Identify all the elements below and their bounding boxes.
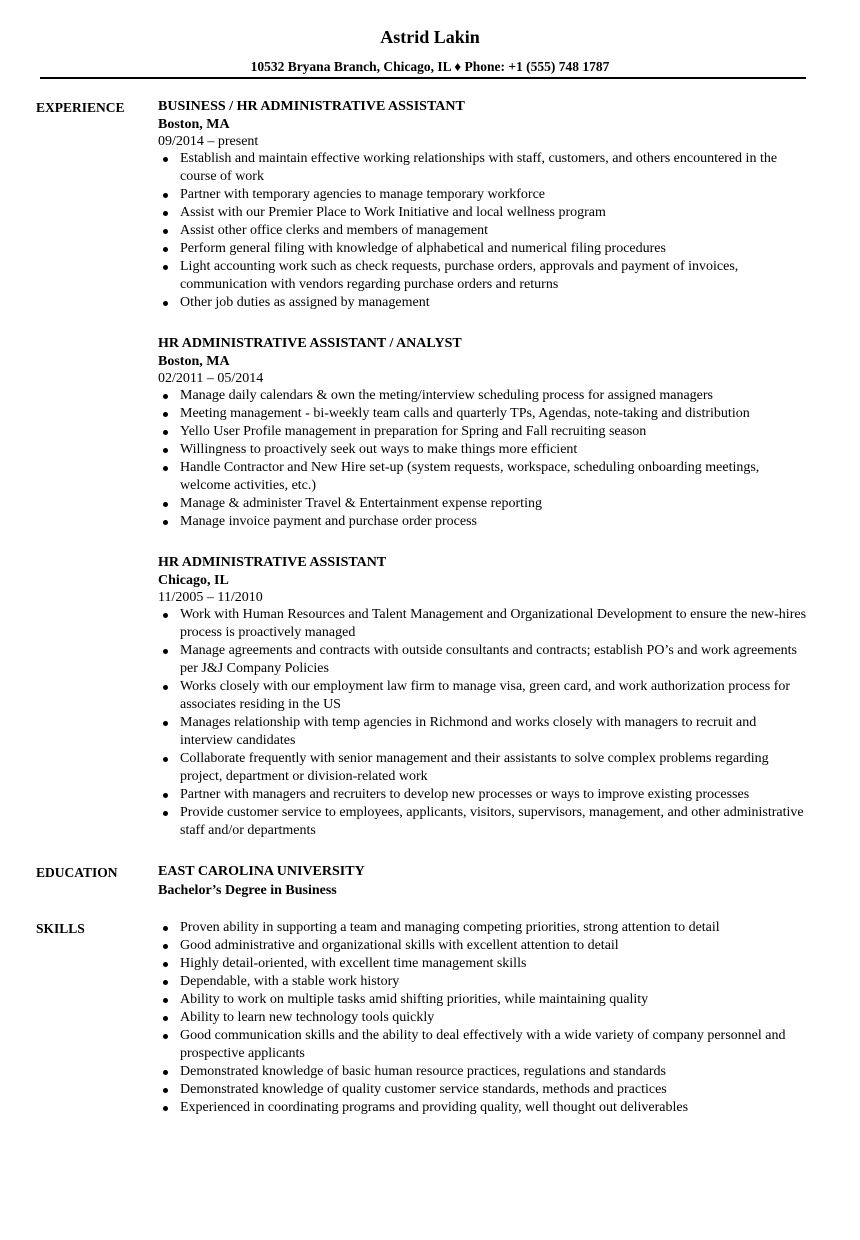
bullet-icon [163,430,168,435]
skill-text: Ability to work on multiple tasks amid shifting priorities, while maintaining quality [180,992,649,1007]
bullet-icon [163,229,168,234]
bullet-icon [163,1106,168,1111]
duty-item [158,459,808,495]
duty-item [158,186,808,204]
skill-text: Demonstrated knowledge of quality customer service standards, methods and practices [180,1082,667,1097]
bullet-icon [163,394,168,399]
bullet-icon [163,157,168,162]
job-entry [158,334,808,531]
experience-section [0,97,808,840]
bullet-icon [163,502,168,507]
duty-text: Partner with managers and recruiters to develop new processes or ways to improve existing processes [180,787,750,802]
skill-item [158,1063,808,1081]
duty-text: Manage daily calendars & own the meting/interview scheduling process for assigned managers [180,388,714,403]
bullet-icon [163,247,168,252]
duty-item [158,258,808,294]
skill-item [158,973,808,991]
bullet-icon [163,448,168,453]
skill-item [158,919,808,937]
duty-text: Establish and maintain effective working relationships with staff, customers, and others encountered in the course of work [180,151,778,184]
skills-heading: SKILLS [36,921,85,936]
skill-item [158,1009,808,1027]
skill-item [158,1099,808,1117]
bullet-icon [163,757,168,762]
job-duties-list [158,150,808,312]
job-title: BUSINESS / HR ADMINISTRATIVE ASSISTANT [158,99,465,114]
bullet-icon [163,1088,168,1093]
skills-section [0,918,808,1117]
skill-text: Highly detail-oriented, with excellent time management skills [180,956,527,971]
job-title: HR ADMINISTRATIVE ASSISTANT / ANALYST [158,336,462,351]
skill-item [158,937,808,955]
duty-text: Collaborate frequently with senior management and their assistants to solve complex problems regarding project, department or division-related work [180,751,769,784]
skill-text: Demonstrated knowledge of basic human resource practices, regulations and standards [180,1064,666,1079]
skill-item [158,991,808,1009]
job-location: Boston, MA [158,117,230,132]
bullet-icon [163,1016,168,1021]
duty-text: Handle Contractor and New Hire set-up (system requests, workspace, scheduling onboarding meetings, welcome activities, etc.) [180,460,760,493]
bullet-icon [163,811,168,816]
contact-line: 10532 Bryana Branch, Chicago, IL ♦ Phone: +1 (555) 748 1787 [250,59,610,74]
skills-list [158,918,808,1117]
bullet-icon [163,793,168,798]
duty-text: Works closely with our employment law firm to manage visa, green card, and work authorization process for associates residing in the US [180,679,791,712]
candidate-name: Astrid Lakin [380,27,480,47]
education-section [0,862,808,900]
skill-text: Ability to learn new technology tools quickly [180,1010,435,1025]
experience-heading: EXPERIENCE [36,100,125,115]
duty-item [158,387,808,405]
duty-text: Light accounting work such as check requests, purchase orders, approvals and payment of invoices, communication with vendors regarding purchase orders and returns [180,259,739,292]
degree-name: Bachelor’s Degree in Business [158,883,337,898]
education-heading: EDUCATION [36,865,118,880]
job-location: Boston, MA [158,354,230,369]
skill-item [158,1081,808,1099]
bullet-icon [163,301,168,306]
job-dates: 09/2014 – present [158,134,259,149]
job-location: Chicago, IL [158,573,229,588]
bullet-icon [163,962,168,967]
job-dates: 02/2011 – 05/2014 [158,371,264,386]
bullet-icon [163,412,168,417]
duty-item [158,513,808,531]
bullet-icon [163,944,168,949]
duty-item [158,495,808,513]
duty-item [158,240,808,258]
duty-text: Manages relationship with temp agencies in Richmond and works closely with managers to recruit and interview candidates [180,715,757,748]
bullet-icon [163,1034,168,1039]
job-entry [158,97,808,312]
duty-item [158,804,808,840]
duty-item [158,606,808,642]
duty-text: Manage & administer Travel & Entertainment expense reporting [180,496,542,511]
skill-item [158,1027,808,1063]
bullet-icon [163,466,168,471]
skill-text: Good administrative and organizational skills with excellent attention to detail [180,938,619,953]
duty-text: Manage invoice payment and purchase order process [180,514,477,529]
duty-item [158,786,808,804]
job-title: HR ADMINISTRATIVE ASSISTANT [158,555,387,570]
duty-item [158,642,808,678]
duty-text: Meeting management - bi-weekly team calls and quarterly TPs, Agendas, note-taking and distribution [180,406,750,421]
job-duties-list [158,606,808,840]
duty-item [158,294,808,312]
school-name: EAST CAROLINA UNIVERSITY [158,864,365,879]
skill-text: Good communication skills and the ability to deal effectively with a wide variety of company personnel and prospective applicants [180,1028,786,1061]
duty-text: Assist with our Premier Place to Work Initiative and local wellness program [180,205,606,220]
duty-item [158,678,808,714]
duty-item [158,405,808,423]
job-dates: 11/2005 – 11/2010 [158,590,263,605]
bullet-icon [163,926,168,931]
skill-text: Dependable, with a stable work history [180,974,400,989]
duty-item [158,204,808,222]
duty-text: Manage agreements and contracts with outside consultants and contracts; establish PO’s and work agreements per J&J Company Policies [180,643,797,676]
duty-text: Other job duties as assigned by management [180,295,430,310]
bullet-icon [163,193,168,198]
duty-text: Perform general filing with knowledge of alphabetical and numerical filing procedures [180,241,666,256]
duty-text: Willingness to proactively seek out ways to make things more efficient [180,442,578,457]
bullet-icon [163,520,168,525]
skill-item [158,955,808,973]
duty-text: Yello User Profile management in preparation for Spring and Fall recruiting season [180,424,647,439]
duty-text: Partner with temporary agencies to manage temporary workforce [180,187,546,202]
bullet-icon [163,649,168,654]
bullet-icon [163,998,168,1003]
bullet-icon [163,613,168,618]
resume-body [0,97,860,1117]
bullet-icon [163,685,168,690]
duty-text: Assist other office clerks and members of management [180,223,489,238]
bullet-icon [163,980,168,985]
skill-text: Proven ability in supporting a team and managing competing priorities, strong attention to detail [180,920,720,935]
duty-text: Work with Human Resources and Talent Management and Organizational Development to ensure the new-hires process is proactively managed [180,607,807,640]
bullet-icon [163,211,168,216]
duty-item [158,714,808,750]
duty-item [158,750,808,786]
skill-text: Experienced in coordinating programs and providing quality, well thought out deliverables [180,1100,689,1115]
header-divider [40,77,806,79]
job-duties-list [158,387,808,531]
bullet-icon [163,265,168,270]
duty-item [158,423,808,441]
duty-text: Provide customer service to employees, applicants, visitors, supervisors, management, and other administrative staff and/or departments [180,805,804,838]
duty-item [158,441,808,459]
duty-item [158,150,808,186]
job-entry [158,553,808,840]
bullet-icon [163,721,168,726]
duty-item [158,222,808,240]
bullet-icon [163,1070,168,1075]
